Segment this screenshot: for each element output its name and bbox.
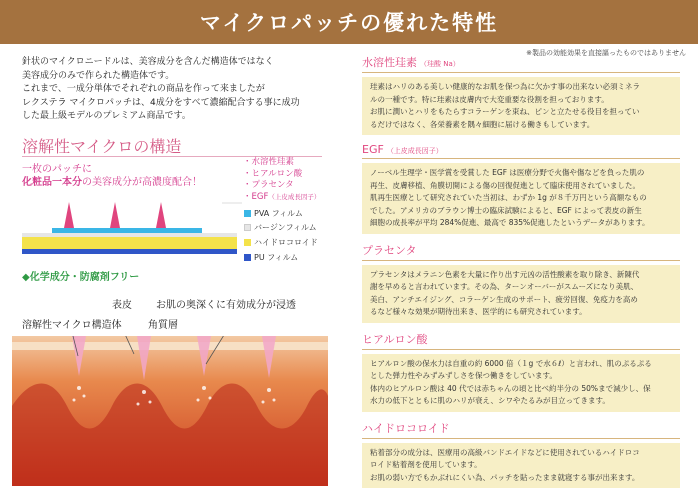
epidermis-label: 表皮: [112, 300, 132, 311]
section-subtitle: （上皮成長因子）: [386, 147, 443, 155]
section-egf: [362, 143, 680, 234]
microneedle: [110, 202, 120, 228]
skin-penetration-illustration: [12, 336, 328, 486]
ingredient-list: [243, 157, 320, 203]
layer-label-hydrocolloid: ハイドロコロイド: [244, 237, 318, 248]
ingredient-item: ・ヒアルロン酸: [243, 168, 303, 179]
stratum-label: 角質層: [148, 320, 178, 331]
section-body: ヒアルロン酸の保水力は自重の約 6000 倍（１g で水６ℓ）と言われ、肌のぷるぷる とした弾力性やみずみずしさを保つ働きをしています。 体内のヒアルロン酸は 40 代では赤ちゃんの頃と比べ約半分の 50%まで減少し、保 水力の低下とともに肌のハリが衰え、シワやたるみが目立ってきます。: [362, 354, 680, 412]
lead-rest: の美容成分が高濃度配合！: [82, 177, 202, 188]
section-subtitle: （珪酸 Na）: [420, 60, 460, 68]
ingredient-item: ・水溶性珪素: [243, 157, 295, 167]
page-title: マイクロパッチの優れた特性: [199, 11, 499, 35]
intro-line: した最上級モデルのプレミアム商品です。: [22, 111, 191, 121]
microneedle: [64, 202, 74, 228]
layer-label-virgin: バージンフィルム: [244, 222, 317, 233]
intro-text: [22, 56, 322, 124]
ingredient-sub: （上皮成長因子）: [268, 192, 321, 201]
section-title: プラセンタ: [362, 243, 417, 257]
ingredient-item: ・プラセンタ: [243, 180, 294, 190]
intro-line: レクステラ マイクロパッチは、4成分をすべて濃縮配合する事に成功: [22, 97, 300, 108]
microneedle: [156, 202, 166, 228]
section-hydrocolloid: [362, 420, 680, 488]
feature-sections: [362, 54, 680, 488]
intro-line: 針状のマイクロニードルは、美容成分を含んだ構造体ではなく: [22, 57, 274, 67]
title-banner: [0, 0, 698, 44]
section-title: ハイドロコロイド: [362, 421, 450, 435]
lead-bold: 化粧品一本分: [22, 177, 82, 188]
layer-label-pva: PVA フィルム: [244, 208, 303, 219]
section-title: ヒアルロン酸: [362, 332, 428, 346]
section-placenta: [362, 242, 680, 323]
pva-film-layer: [52, 228, 202, 233]
lead-line-1: 一枚のパッチに: [22, 164, 92, 175]
hydrocolloid-layer: [22, 237, 237, 249]
microstructure-label: 溶解性マイクロ構造体: [22, 320, 122, 331]
section-body: プラセンタはメラニン色素を大量に作り出す元凶の活性酸素を取り除き、新陳代 謝を早めると言われています。その為、ターンオーバーがスムーズになり美肌、 美白、アンチエイジング、コラーゲン生成のサポート、疲労回復、免疫力を高め るなど様々な効果が期待出来き、医学的にも研究されています。: [362, 265, 680, 323]
pu-film-layer: [22, 249, 237, 254]
disclaimer-note: ※製品の効能効果を直接謳ったものではありません: [526, 49, 686, 57]
section-title: 水溶性珪素: [362, 56, 417, 69]
lead-line-2: [22, 176, 202, 189]
chemical-free-label: ◆化学成分・防腐剤フリー: [22, 272, 140, 283]
structure-heading: 溶解性マイクロの構造: [22, 137, 182, 156]
virgin-film-layer: [22, 233, 237, 237]
layer-label-pu: PU フィルム: [244, 252, 298, 263]
intro-line: これまで、一成分単体でそれぞれの商品を作って来ましたが: [22, 84, 265, 94]
section-body: 珪素はハリのある美しい健康的なお肌を保つ為に欠かす事の出来ない必須ミネラ ルの一種です。特に珪素は皮膚内で大変重要な役割を担っております。 お肌に潤いとハリをもたらすコラーゲンを束ね、ピンと立たせる役目を担ってい るだけではなく、各栄養素を隅々細胞に届ける働きもしています。: [362, 77, 680, 135]
intro-line: 美容成分のみで作られた構造体です。: [22, 70, 175, 81]
section-body: 粘着部分の成分は、医療用の高級バンドエイドなどに使用されているハイドロコ ロイド粘着剤を使用しています。 お肌の弱い方でもかぶれにくい為、パッチを貼ったまま就寝する事が出来ます。: [362, 443, 680, 488]
section-hyaluronic: [362, 331, 680, 412]
section-title: EGF: [362, 143, 384, 156]
penetration-label: お肌の奥深くに有効成分が浸透: [156, 300, 296, 311]
patch-lead-text: [22, 163, 202, 189]
stratum-corneum: [12, 342, 328, 350]
section-silicon: [362, 54, 680, 135]
ingredient-egf: ・EGF: [243, 191, 269, 202]
section-body: ノーベル生理学・医学賞を受賞した EGF は医療分野で火傷や傷などを負った肌の 再生、皮膚移植、角膜切開による傷の回復促進として臨床使用されていました。 肌再生医療として研究されていた当初は、わずか 1g が８千万円という高額なもの でした。アメリカのブラウン博士の臨床試験によると、EGF によって表皮の新生 細胞の成長率が平均 284%促進、最高で 835%促進したというデータがあります。: [362, 163, 680, 234]
ingredient-item: [243, 192, 320, 204]
patch-structure-diagram: [22, 192, 242, 262]
